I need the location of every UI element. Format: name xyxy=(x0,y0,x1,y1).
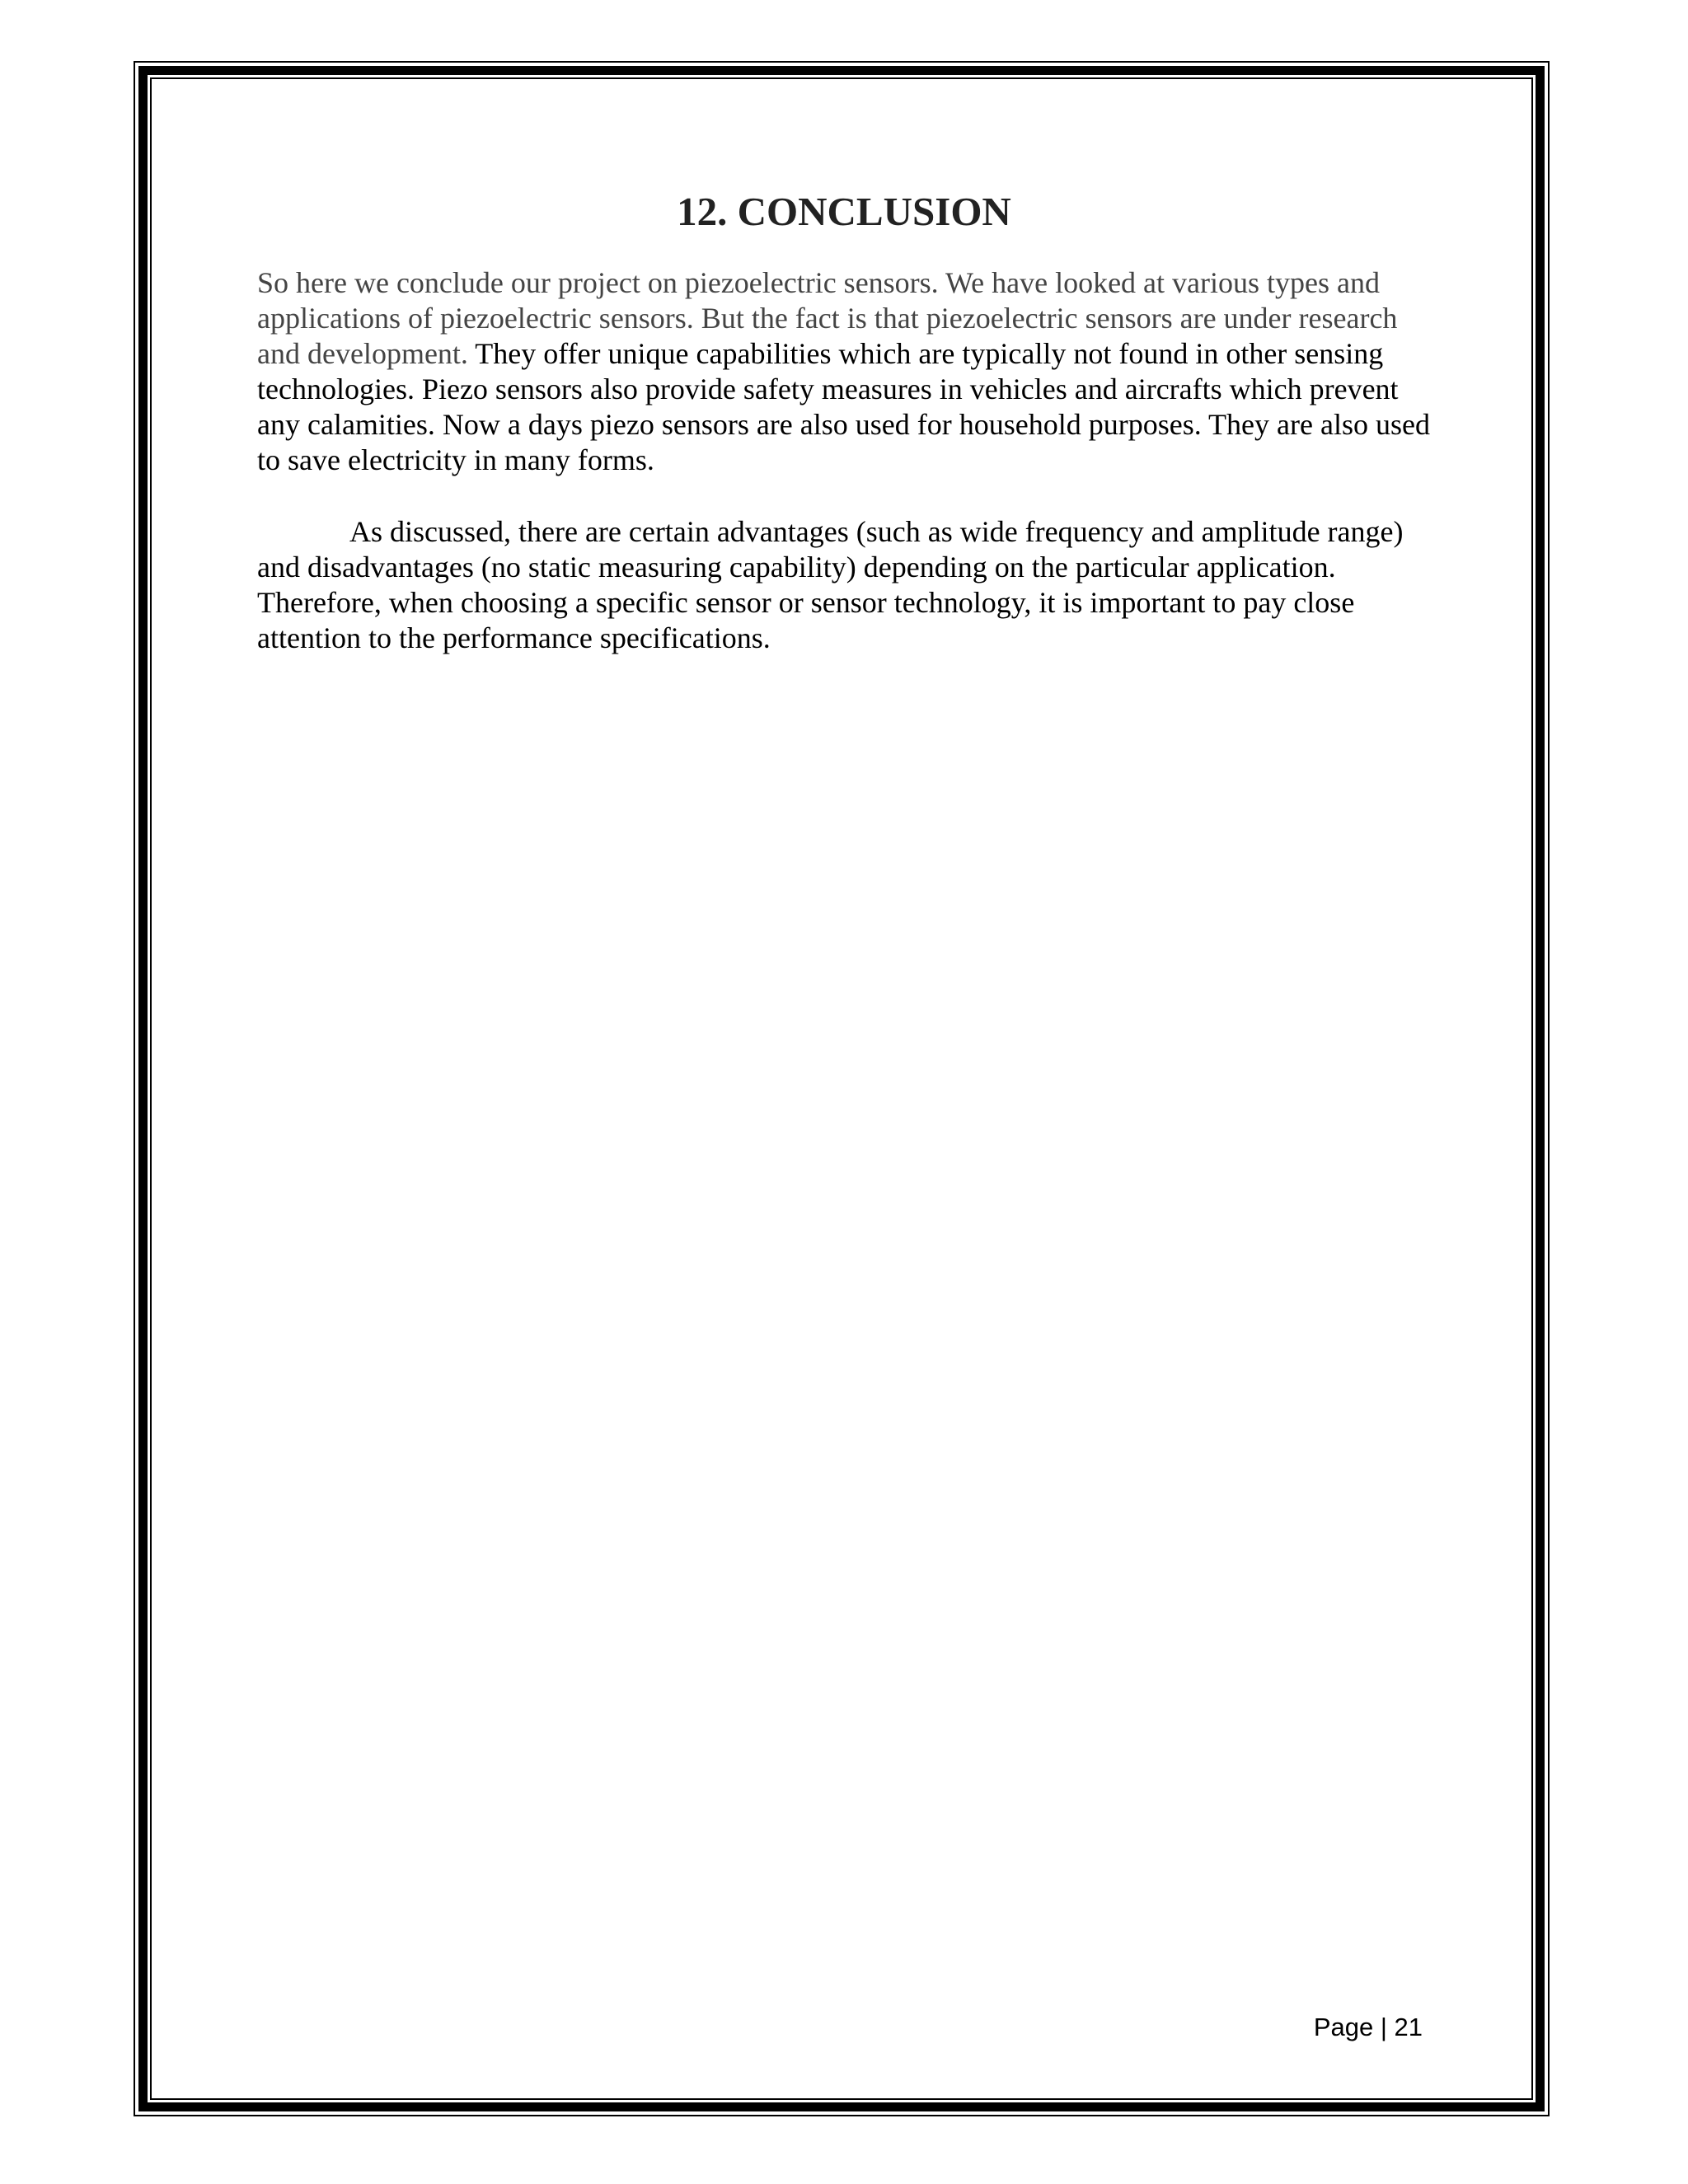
paragraph-2-text: As discussed, there are certain advantages (such as wide frequency and amplitude range) and disadvantages (no static measuring capability) depending on the particular application. Therefore, when choosing a specific sensor or sensor technology, it is important to pay close attention to the performance specifications. xyxy=(257,515,1404,654)
paragraph-1-rest: They offer unique capabilities which are typically not found in other sensing technologies. Piezo sensors also provide safety measures in vehicles and aircrafts which prevent any calamities. Now a days piezo sensors are also used for household purposes. They are also used to save electricity in many forms. xyxy=(257,337,1430,476)
page-title: 12. CONCLUSION xyxy=(677,189,1011,234)
conclusion-paragraph-1 xyxy=(257,265,1444,478)
conclusion-paragraph-2 xyxy=(257,514,1444,656)
page-number: Page | 21 xyxy=(1313,2013,1423,2041)
paragraph-1-lead: So here we conclude our project on piezoelectric sensors. We have looked at various types and applications of piezoelectric sensors. But the fact is that piezoelectric sensors are under research and development. xyxy=(257,266,1398,370)
